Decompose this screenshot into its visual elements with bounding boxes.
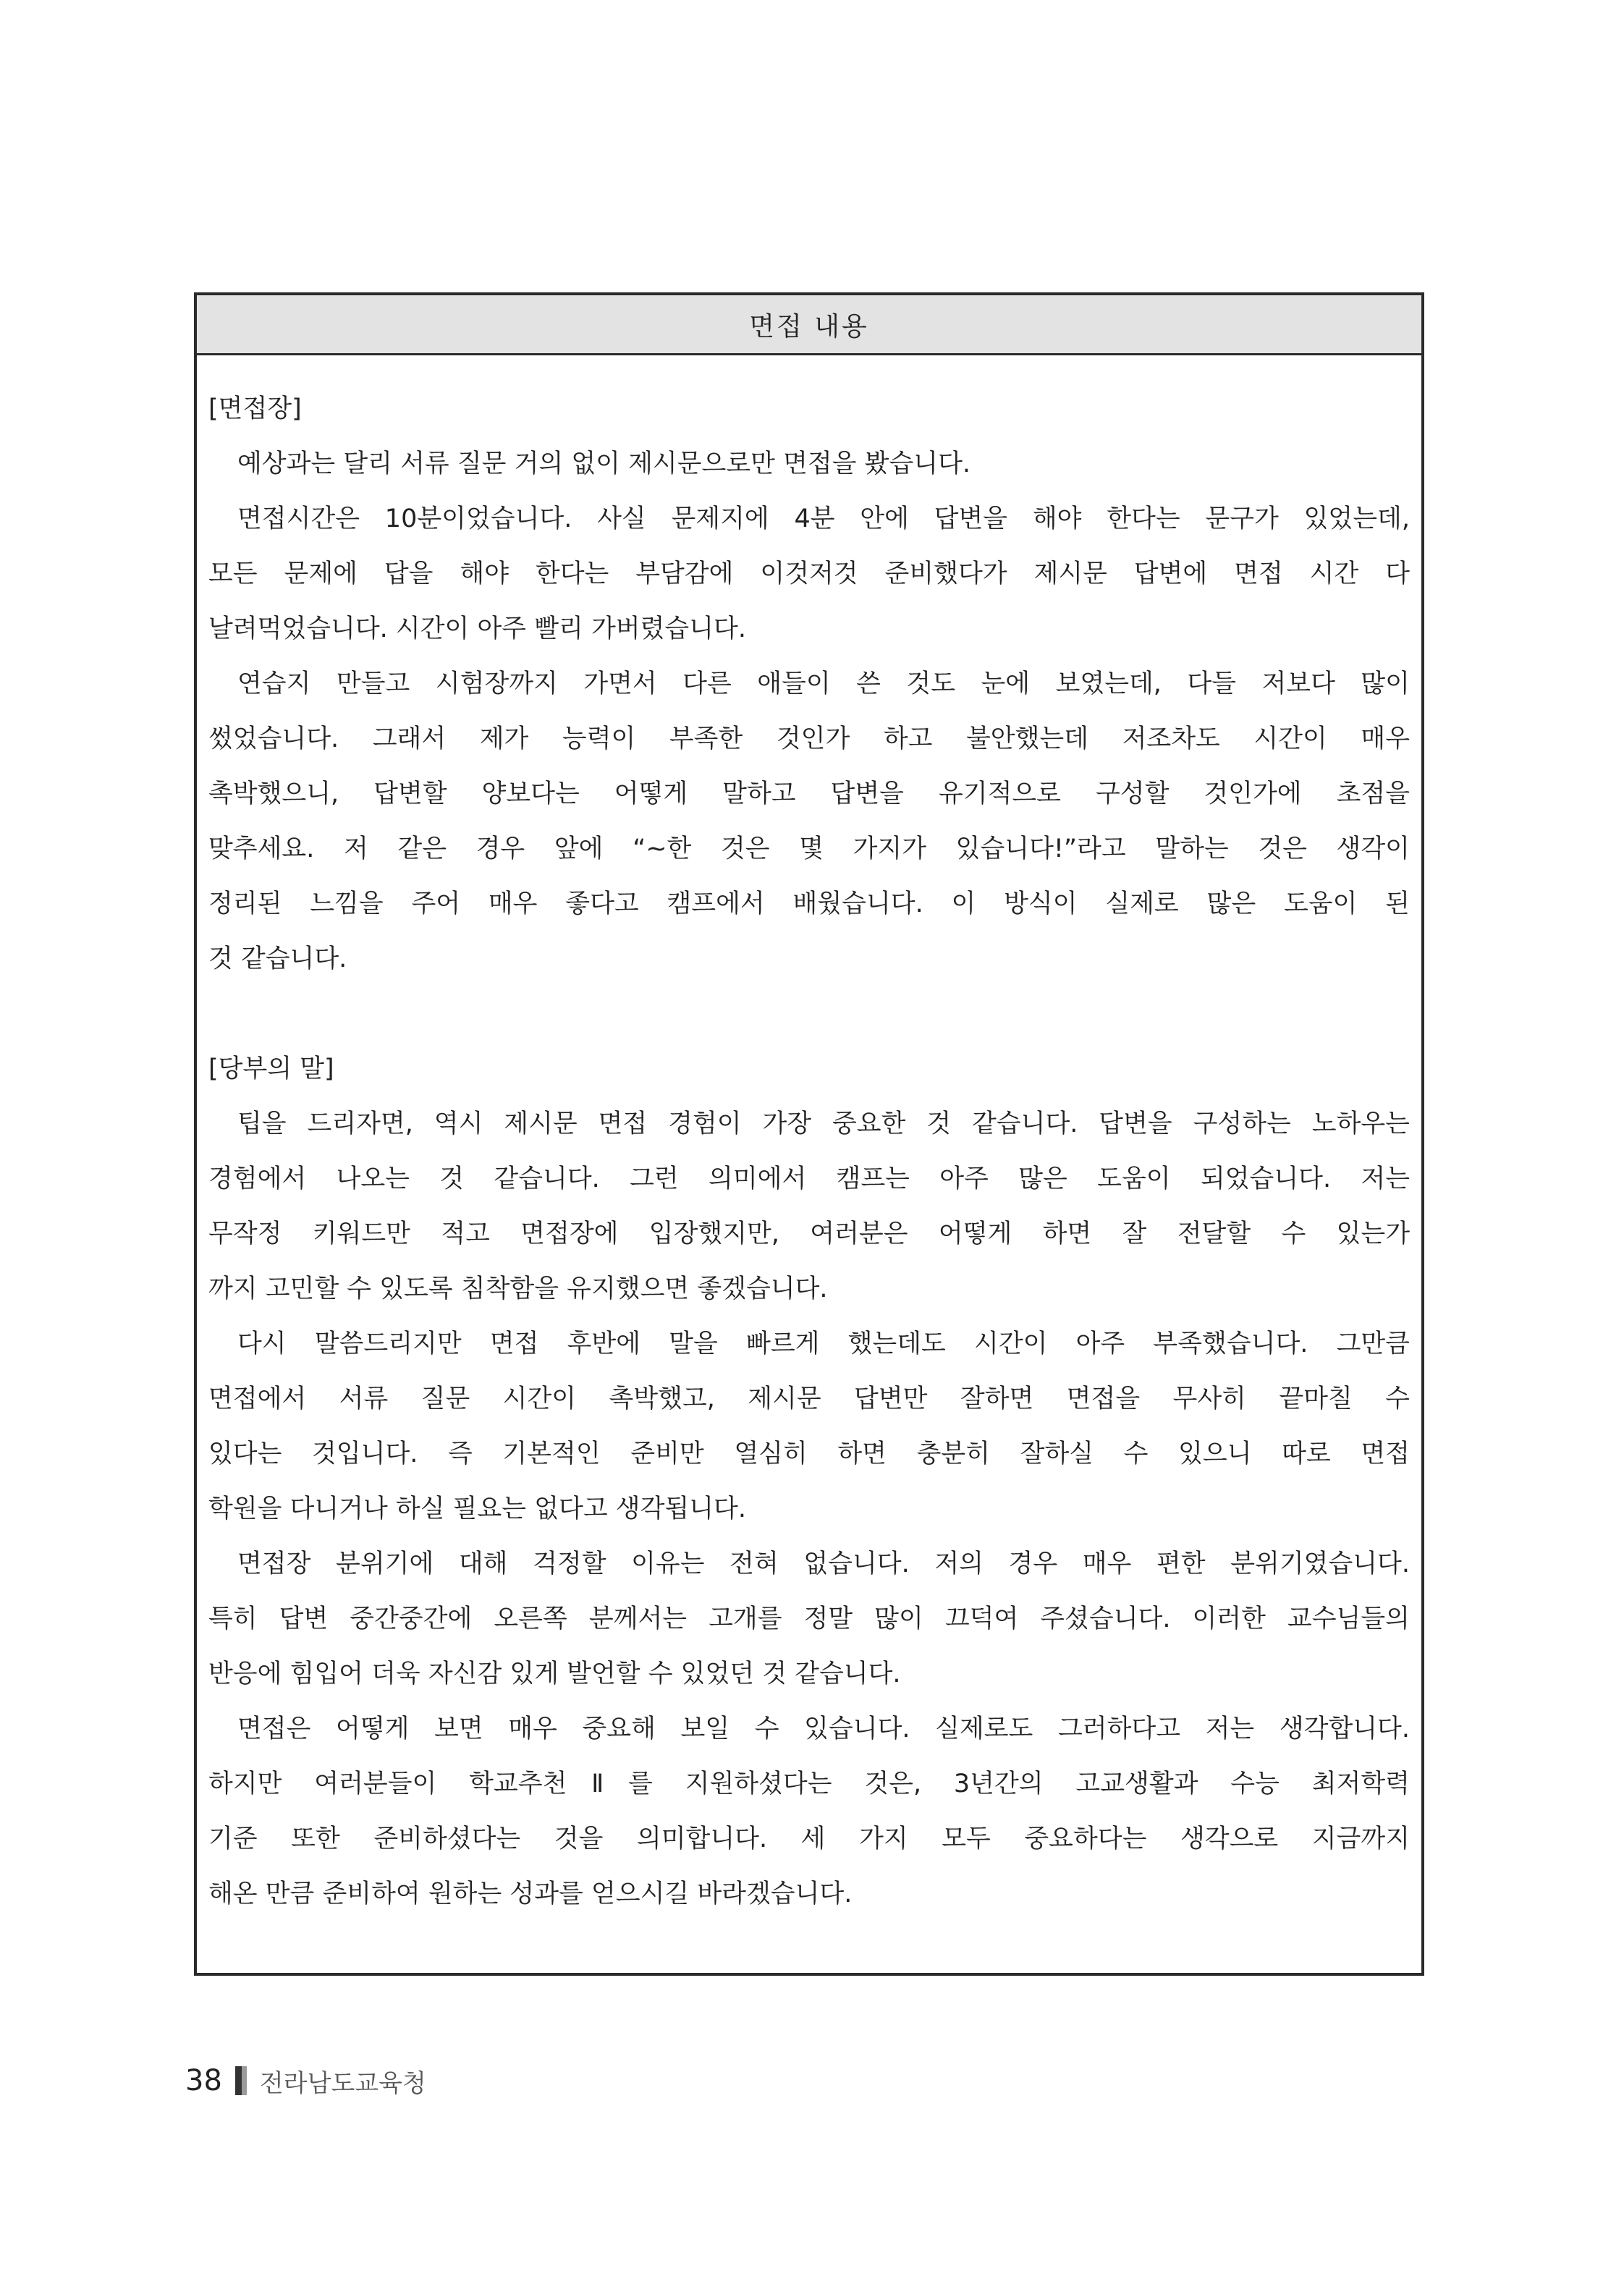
paragraph-line: 면접에서 서류 질문 시간이 촉박했고, 제시문 답변만 잘하면 면접을 무사히 끝마칠 수	[208, 1384, 1410, 1413]
paragraph	[208, 491, 1410, 656]
paragraph-line: 연습지 만들고 시험장까지 가면서 다른 애들이 쓴 것도 눈에 보였는데, 다들 저보다 많이	[237, 669, 1410, 698]
section-heading: [당부의 말]	[208, 1054, 334, 1083]
paragraph-line: 날려먹었습니다. 시간이 아주 빨리 가버렸습니다.	[208, 614, 746, 643]
paragraph-line: 맞추세요. 저 같은 경우 앞에 “~한 것은 몇 가지가 있습니다!”라고 말하는 것은 생각이	[208, 834, 1410, 863]
paragraph-line: 특히 답변 중간중간에 오른쪽 분께서는 고개를 정말 많이 끄덕여 주셨습니다. 이러한 교수님들의	[208, 1604, 1410, 1633]
paragraph-line: 썼었습니다. 그래서 제가 능력이 부족한 것인가 하고 불안했는데 저조차도 시간이 매우	[208, 724, 1410, 753]
paragraph-line: 예상과는 달리 서류 질문 거의 없이 제시문으로만 면접을 봤습니다.	[237, 449, 971, 478]
page-footer	[185, 2063, 426, 2099]
paragraph	[208, 656, 1410, 986]
paragraph-line: 학원을 다니거나 하실 필요는 없다고 생각됩니다.	[208, 1494, 746, 1523]
paragraph-line: 까지 고민할 수 있도록 침착함을 유지했으면 좋겠습니다.	[208, 1274, 828, 1303]
paragraph	[208, 436, 1410, 491]
paragraph-line: 면접시간은 10분이었습니다. 사실 문제지에 4분 안에 답변을 해야 한다는 문구가 있었는데,	[237, 504, 1410, 533]
footer-bar-icon	[235, 2066, 247, 2095]
paragraph-line: 촉박했으니, 답변할 양보다는 어떻게 말하고 답변을 유기적으로 구성할 것인가에 초점을	[208, 779, 1410, 808]
box-header: 면접 내용	[197, 295, 1421, 355]
page-number: 38	[185, 2064, 222, 2097]
paragraph-line: 다시 말씀드리지만 면접 후반에 말을 빠르게 했는데도 시간이 아주 부족했습니다. 그만큼	[237, 1329, 1410, 1358]
paragraph-line: 모든 문제에 답을 해야 한다는 부담감에 이것저것 준비했다가 제시문 답변에 면접 시간 다	[208, 559, 1410, 588]
paragraph-line: 것 같습니다.	[208, 944, 347, 973]
paragraph	[208, 1536, 1410, 1701]
paragraph-line: 있다는 것입니다. 즉 기본적인 준비만 열심히 하면 충분히 잘하실 수 있으니 따로 면접	[208, 1439, 1410, 1468]
paragraph-line: 해온 만큼 준비하여 원하는 성과를 얻으시길 바라겠습니다.	[208, 1880, 853, 1908]
section-heading: [면접장]	[208, 394, 302, 423]
interview-content-box	[194, 292, 1424, 1976]
paragraph-line: 팁을 드리자면, 역시 제시문 면접 경험이 가장 중요한 것 같습니다. 답변을 구성하는 노하우는	[237, 1109, 1410, 1138]
paragraph-line: 면접장 분위기에 대해 걱정할 이유는 전혀 없습니다. 저의 경우 매우 편한 분위기였습니다.	[237, 1549, 1410, 1578]
paragraph-line: 기준 또한 준비하셨다는 것을 의미합니다. 세 가지 모두 중요하다는 생각으로 지금까지	[208, 1825, 1410, 1853]
paragraph-line: 정리된 느낌을 주어 매우 좋다고 캠프에서 배웠습니다. 이 방식이 실제로 많은 도움이 된	[208, 889, 1410, 918]
paragraph-line: 하지만 여러분들이 학교추천Ⅱ를 지원하셨다는 것은, 3년간의 고교생활과 수능 최저학력	[208, 1769, 1410, 1798]
paragraph	[208, 1096, 1410, 1316]
section-spacer	[208, 986, 1410, 1041]
paragraph	[208, 1701, 1410, 1921]
box-body	[197, 355, 1421, 1921]
paragraph-line: 경험에서 나오는 것 같습니다. 그런 의미에서 캠프는 아주 많은 도움이 되었습니다. 저는	[208, 1164, 1410, 1193]
paragraph-line: 면접은 어떻게 보면 매우 중요해 보일 수 있습니다. 실제로도 그러하다고 저는 생각합니다.	[237, 1714, 1410, 1743]
paragraph-line: 반응에 힘입어 더욱 자신감 있게 발언할 수 있었던 것 같습니다.	[208, 1659, 901, 1688]
paragraph-line: 무작정 키워드만 적고 면접장에 입장했지만, 여러분은 어떻게 하면 잘 전달할 수 있는가	[208, 1219, 1410, 1248]
publisher-name: 전라남도교육청	[259, 2068, 426, 2098]
paragraph	[208, 1316, 1410, 1536]
